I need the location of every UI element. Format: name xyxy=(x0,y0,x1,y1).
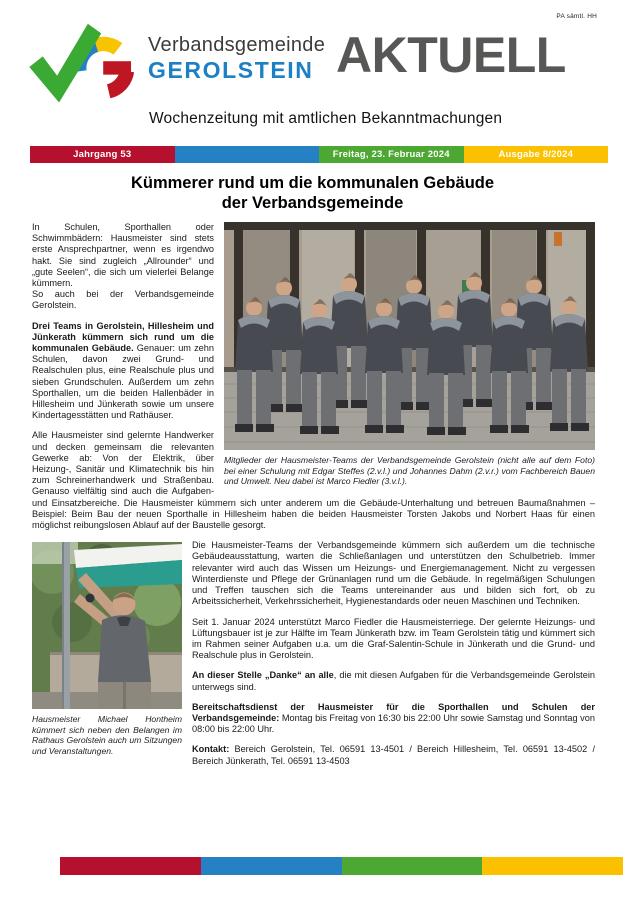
footer-bar-green xyxy=(342,857,483,875)
issue-info-blank xyxy=(175,146,320,163)
article-title-line2: der Verbandsgemeinde xyxy=(221,194,404,212)
issue-info-bar xyxy=(30,146,608,163)
issue-info-date: Freitag, 23. Februar 2024 xyxy=(319,146,464,163)
paragraph-handwerker: Alle Hausmeister sind gelernte Handwerker und decken gemeinsam die relevanten Gewerke ab: Von der Elektrik, über Heizung-, Sanitär und Klimatechnik bis hin zum Schreinerhandwerk und Straßenbau. Genauso vielfältig sind auch die Aufgaben- und Einsatzbereiche. Die Hausmeister kümmern sich unter anderem um die Gebäude-Unterhaltung und betreuen Baumaßnahmen – Beispiel: Beim Bau der neuen Sporthalle in Hillesheim haben die beiden Hausmeister Torsten Jakobs und Norbert Haas für einen möglichst reibungslosen Ablauf auf der Baustelle gesorgt. xyxy=(32,430,595,531)
brand-line1: Verbandsgemeinde xyxy=(148,34,326,56)
footer-color-bar xyxy=(60,857,623,875)
article-body xyxy=(32,222,595,767)
main-photo-image xyxy=(224,222,595,450)
brand-block xyxy=(148,35,325,82)
corner-note: PA sämtl. HH xyxy=(556,13,597,20)
footer-bar-red xyxy=(60,857,201,875)
paragraph-bereitschaftsdienst: Bereitschaftsdienst der Hausmeister für die Sporthallen und Schulen der Verbandsgemeinde: Montag bis Freitag von 16:30 bis 22:00 Uhr sowie Samstag und Sonntag von 08:00 bis 22:00 Uhr. xyxy=(192,701,595,735)
footer-bar-blue xyxy=(201,857,342,875)
brand-line2: GEROLSTEIN xyxy=(148,57,314,83)
paragraph-intro: In Schulen, Sporthallen oder Schwimmbädern: Hausmeister sind stets erste Ansprechpartner, wenn es irgendwo hakt. Sie sind zugleich „Allrounder“ und „gute Seelen“, die sich um vielerlei Belange kümmern. xyxy=(32,222,214,289)
article-title xyxy=(30,173,595,213)
paragraph-teams-aufgaben: Die Hausmeister-Teams der Verbandsgemeinde kümmern sich außerdem um die technische Gebäudeausstattung, warten die Schließanlagen und unterstützen den Schulbetrieb. Immer relevanter wird auch das Wissen um Heizungs- und Energiemanagement. Nicht zu vergessen Winterdienste und Pflege der Grünanlagen rund um die Gebäude. In regelmäßigen Schulungen und Treffen tauschen sich die Teams untereinander aus und bilden sich fort, ob zu Arbeitssicherheit, Verkehrssicherheit, Hygienestandards oder neuen Maschinen und Techniken. xyxy=(192,540,595,607)
paragraph-marco-fiedler: Seit 1. Januar 2024 unterstützt Marco Fiedler die Hausmeisterriege. Der gelernte Heizungs- und Lüftungsbauer ist je zur Hälfte im Team Jünkerath bzw. im Team Gerolstein tätig und kümmert sich im Rahmen seiner Aufgaben u.a. um die Graf-Salentin-Schule in Jünkerath und die Grund- und Realschule plus in Gerolstein. xyxy=(192,616,595,661)
masthead xyxy=(0,0,625,146)
side-photo-figure xyxy=(32,542,182,756)
main-photo-caption: Mitglieder der Hausmeister-Teams der Verbandsgemeinde Gerolstein (nicht alle auf dem Foto) bei einer Schulung mit Edgar Steffes (2.v.l.) und Johannes Dahm (2.v.r.) vom Fachbereich Bauen und Umwelt. Neu dabei ist Marco Fiedler (3.v.l.). xyxy=(224,455,595,487)
masthead-subtitle: Wochenzeitung mit amtlichen Bekanntmachungen xyxy=(149,110,503,127)
paragraph-so-auch: So auch bei der Verbandsgemeinde Gerolstein. xyxy=(32,289,214,311)
side-photo-caption: Hausmeister Michael Hontheim kümmert sich neben den Belangen im Rathaus Gerolstein auch um Sitzungen und Veranstaltungen. xyxy=(32,714,182,757)
lead-bold: Drei Teams in Gerolstein, Hillesheim und Jünkerath kümmern sich rund um die kommunalen Gebäude. xyxy=(32,320,214,354)
paragraph-drei-teams: Drei Teams in Gerolstein, Hillesheim und Jünkerath kümmern sich rund um die kommunalen Gebäude. Genauer: um zehn Schulen, davon zwei Grund- und Realschulen plus, eine Realschule plus und sieben Grundschulen. Außerdem um zehn Sporthallen, um die beiden Hallenbäder in Hillesheim und Jünkerath sowie um unsere Kindertagesstätten und Rathäuser. xyxy=(32,320,214,421)
paragraph-kontakt: Kontakt: Bereich Gerolstein, Tel. 06591 13-4501 / Bereich Hillesheim, Tel. 06591 13-4502 / Bereich Jünkerath, Tel. 06591 13-4503 xyxy=(192,744,595,766)
paragraph-danke: An dieser Stelle „Danke“ an alle, die mit diesen Aufgaben für die Verbandsgemeinde Gerolstein unterwegs sind. xyxy=(192,670,595,692)
issue-info-jahrgang: Jahrgang 53 xyxy=(30,146,175,163)
footer-bar-yellow xyxy=(482,857,623,875)
side-photo-image xyxy=(32,542,182,709)
main-photo-figure xyxy=(224,222,595,487)
vg-logo-icon xyxy=(26,18,142,114)
article-title-line1: Kümmerer rund um die kommunalen Gebäude xyxy=(130,174,495,192)
issue-info-ausgabe: Ausgabe 8/2024 xyxy=(464,146,609,163)
masthead-title: AKTUELL xyxy=(336,27,566,83)
